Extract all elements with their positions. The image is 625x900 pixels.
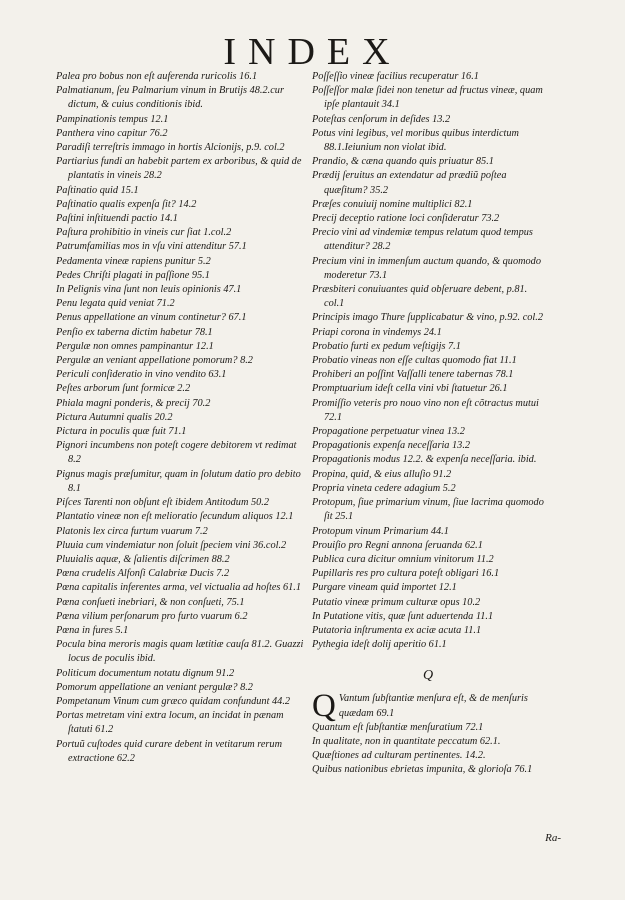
index-entry: Prohiberi an poſſint Vaſſalli tenere tabernas 78.1: [312, 369, 514, 381]
index-entry: Poſſeſſio vineæ facilius recuperatur 16.1: [312, 71, 479, 82]
page-title: INDEX: [223, 31, 402, 73]
index-entry: Patrumfamilias mos in vſu vini attenditur 57.1: [56, 241, 247, 253]
index-entry: Pompetanum Vinum cum græco quidam confundunt 44.2: [56, 695, 291, 707]
index-entry: Propagationis expenſa neceſſaria 13.2: [312, 440, 471, 452]
index-entry: Pignori incumbens non poteſt cogere debitorem vt redimat 8.2: [56, 440, 297, 466]
index-entry: Purgare vineam quid importet 12.1: [312, 582, 457, 594]
index-entry: Plantatio vineæ non eſt melioratio ſecundum aliquos 12.1: [56, 511, 294, 523]
index-entry: Pluuia cum vindemiatur non ſoluit ſpeciem vini 36.col.2: [56, 539, 287, 551]
index-entry: Promptuarium ideſt cella vini vbi ſtatuetur 26.1: [312, 383, 508, 395]
index-entry: Portuũ cuſtodes quid curare debent in vetitarum rerum extractione 62.2: [56, 738, 283, 764]
index-entry: Pedes Chriſti plagati in paſſione 95.1: [56, 269, 210, 281]
index-entry: Pluuialis aquæ, & ſalientis diſcrimen 88.2: [56, 553, 230, 565]
index-entry: Pictura Autumni qualis 20.2: [56, 411, 173, 423]
index-entry: Prandio, & cæna quando quis priuatur 85.1: [312, 156, 494, 168]
index-entry: Pœna conſueti inebriari, & non conſueti, 75.1: [56, 596, 245, 608]
index-entry: Partiarius fundi an habebit partem ex arboribus, & quid de plantatis in vineis 28.2: [56, 156, 302, 182]
index-entry: Periculi conſideratio in vino vendito 63.1: [56, 369, 227, 381]
index-entry: Protopum, ſiue primarium vinum, ſiue lacrima quomodo ſit 25.1: [312, 497, 544, 523]
index-entry: Probatio vineas non eſſe cultas quomodo fiat 11.1: [312, 355, 517, 367]
index-entry: Quantum eſt ſubſtantiæ menſuratium 72.1: [312, 721, 484, 733]
index-entry: Pedamenta vineæ rapiens punitur 5.2: [56, 255, 211, 267]
index-entry: Paſtinatio quid 15.1: [56, 184, 139, 196]
index-entry: Portas metretam vini extra locum, an incidat in pænam ſtatuti 61.2: [56, 710, 284, 736]
index-entry: Præſes conuiuij nomine multiplici 82.1: [312, 198, 473, 210]
index-entry: Probatio furti ex pedum veſtigijs 7.1: [312, 340, 461, 352]
index-entry: Panthera vino capitur 76.2: [56, 127, 168, 139]
index-entry: Pampinationis tempus 12.1: [56, 113, 169, 125]
index-entry: Pictura in poculis quæ fuit 71.1: [56, 426, 187, 438]
index-entry: Peſtes arborum ſunt formicæ 2.2: [56, 383, 191, 395]
index-entry: Putatio vineæ primum culturæ opus 10.2: [312, 596, 481, 608]
index-entry: Propina, quid, & eius alluſio 91.2: [312, 468, 452, 480]
index-entry: Paſtinatio qualis expenſa ſit? 14.2: [56, 198, 197, 210]
index-entry: Pignus magis præſumitur, quam in ſolutum datio pro debito 8.1: [56, 468, 301, 494]
index-entry: Politicum documentum notatu dignum 91.2: [56, 667, 235, 679]
index-entry: Publica cura dicitur omnium vinitorum 11.2: [312, 553, 494, 565]
index-entry: Precij deceptio ratione loci conſideratur 73.2: [312, 213, 500, 225]
index-entry: Potus vini legibus, vel moribus quibus interdictum 88.1.Ieiunium non violat ibid.: [312, 127, 519, 154]
index-entry: Principis imago Thure ſupplicabatur & vino, p.92. col.2: [312, 312, 544, 324]
index-entry: Prædij ſeruitus an extendatur ad prædiũ poſtea quæſitum? 35.2: [312, 170, 507, 196]
index-entries-q: [312, 721, 544, 778]
index-entry: Pomorum appellatione an veniant pergulæ? 8.2: [56, 681, 253, 693]
index-entry: Poſſeſſor malæ ſidei non tenetur ad fructus vineæ, quam ipſe plantauit 34.1: [312, 85, 543, 111]
index-entries-p: [312, 70, 544, 652]
index-entry: Pergulæ non omnes pampinantur 12.1: [56, 340, 214, 352]
index-entry: Quæſtiones ad culturam pertinentes. 14.2.: [312, 750, 486, 762]
index-entry: Precio vini ad vindemiæ tempus relatum quod tempus attenditur? 28.2: [312, 227, 533, 253]
index-entry: Penu legata quid veniat 71.2: [56, 298, 175, 310]
index-entry: Pœna in fures 5.1: [56, 624, 129, 636]
index-entry: Palmatianum, ſeu Palmarium vinum in Brutijs 48.2.cur dictum, & cuius conditionis ibid.: [56, 85, 284, 111]
index-entry: Pœna crudelis Alfonſi Calabriæ Ducis 7.2: [56, 568, 230, 580]
index-entry: Propria vineta cedere adagium 5.2: [312, 482, 456, 494]
index-entry: Paſtini inſtituendi pactio 14.1: [56, 213, 178, 225]
index-entry: Propagationis modus 12.2. & expenſa neceſſaria. ibid.: [312, 454, 537, 466]
index-entry-q-first: [312, 688, 544, 725]
index-entry: In Putatione vitis, quæ ſunt aduertenda 11.1: [312, 610, 494, 622]
index-entry: Pythegia ideſt dolij aperitio 61.1: [312, 639, 447, 651]
index-entry: Promiſſio veteris pro nouo vino non eſt cõtractus mutui 72.1: [312, 397, 539, 423]
index-entry: Pergulæ an veniant appellatione pomorum? 8.2: [56, 355, 253, 367]
index-column-right: [312, 70, 544, 778]
index-entry-text: Vantum ſubſtantiæ menſura eſt, & de menſuris quædam 69.1: [338, 693, 528, 719]
index-entry: Pœna capitalis inferentes arma, vel victualia ad hoſtes 61.1: [56, 582, 301, 594]
index-entry: Putatoria inſtrumenta ex aciæ acuta 11.1: [312, 624, 482, 636]
index-entry: Præsbiteri conuiuantes quid obſeruare debent, p.81. col.1: [312, 284, 528, 310]
index-entry: Paſtura prohibitio in vineis cur ſiat 1.col.2: [56, 227, 232, 239]
index-entry: Pupillaris res pro cultura poteſt obligari 16.1: [312, 568, 500, 580]
index-entry: Platonis lex circa furtum vuarum 7.2: [56, 525, 208, 537]
index-entry: Quibus nationibus ebrietas impunita, & glorioſa 76.1: [312, 764, 533, 776]
index-entry: Palea pro bobus non eſt auferenda ruricolis 16.1: [56, 71, 258, 82]
index-entry: Penſio ex taberna dictim habetur 78.1: [56, 326, 213, 338]
index-entry: Phiala magni ponderis, & precij 70.2: [56, 397, 211, 409]
index-entry: Priapi corona in vindemys 24.1: [312, 326, 442, 338]
index-entry: In qualitate, non in quantitate peccatum 62.1.: [312, 735, 501, 747]
index-entry: Prouiſio pro Regni annona ſeruanda 62.1: [312, 539, 483, 551]
index-entry: Pocula bina meroris magis quam lætitiæ cauſa 81.2. Guazzi locus de poculis ibid.: [56, 639, 304, 665]
drop-cap-initial: Q: [312, 688, 336, 725]
index-entry: Pœna vilium perſonarum pro furto vuarum 6.2: [56, 610, 248, 622]
letter-heading-q: Q: [422, 668, 434, 684]
catchword: Ra-: [545, 832, 561, 844]
index-entry: Protopum vinum Primarium 44.1: [312, 525, 449, 537]
index-entry: Propagatione perpetuatur vinea 13.2: [312, 426, 465, 438]
index-column-left: [56, 70, 306, 766]
index-entry: Piſces Tarenti non obſunt eſt ibidem Antitodum 50.2: [56, 497, 269, 509]
index-entry: Paradiſi terreſtris immago in hortis Alcionijs, p.9. col.2: [56, 142, 285, 154]
index-entry: Precium vini in immenſum auctum quando, & quomodo moderetur 73.1: [312, 255, 541, 281]
index-entry: Penus appellatione an vinum continetur? 67.1: [56, 312, 247, 324]
index-entry: Poteſtas cenſorum in deſides 13.2: [312, 113, 451, 125]
index-entry: In Pelignis vina ſunt non leuis opinionis 47.1: [56, 284, 242, 296]
